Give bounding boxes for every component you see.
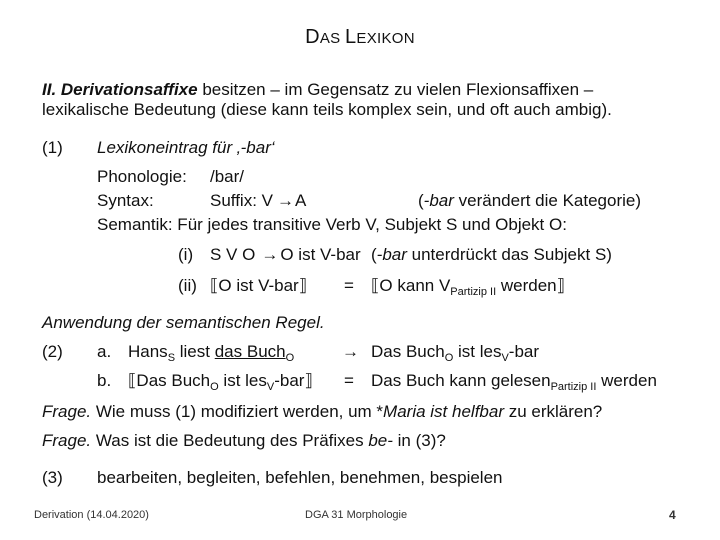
example-3-text: bearbeiten, begleiten, befehlen, benehmen, bespielen — [97, 468, 503, 487]
intro-lead: II. Derivationsaffixe — [42, 80, 198, 99]
question-1: Frage. Wie muss (1) modifiziert werden, um *Maria ist helfbar zu erklären? — [42, 402, 603, 421]
page-title: DAS LEXIKON — [305, 26, 415, 48]
rule-ii-equals: = — [344, 276, 354, 295]
arrow-right-icon: → — [261, 245, 279, 264]
example-2a-label: a. — [97, 342, 112, 361]
arrow-right-icon: → — [342, 342, 359, 361]
example-1-number: (1) — [42, 138, 63, 157]
phonology-label: Phonologie: — [97, 167, 187, 186]
footer-left: Derivation (14.04.2020) — [34, 509, 149, 521]
phonology-value: /bar/ — [210, 167, 245, 186]
footer-center: DGA 31 Morphologie — [305, 509, 408, 521]
syntax-value: Suffix: V →A — [210, 191, 307, 210]
rule-i-left: S V O → O ist V-bar — [210, 245, 361, 264]
arrow-right-icon: → — [277, 191, 294, 210]
page-number: 4 — [669, 508, 676, 522]
example-2b-right: Das Buch kann gelesen$_{Partizip II}$ werden — [371, 371, 657, 393]
rule-ii-right: ⟦O kann $V_{Partizip II}$ werden⟧ — [371, 276, 566, 298]
syntax-label: Syntax: — [97, 191, 154, 210]
example-2a-left: Hans$_S$ liest das Buch$_O$ — [128, 342, 295, 364]
rule-ii-label: (ii) — [178, 276, 197, 295]
example-2b-equals: = — [344, 371, 354, 390]
example-1-heading: Lexikoneintrag für ‚-bar‘ — [97, 138, 275, 157]
rule-i-note: (-bar unterdrückt das Subjekt S) — [371, 245, 612, 264]
rule-ii-left: ⟦O ist V-bar⟧ — [210, 276, 308, 295]
intro-line-2: lexikalische Bedeutung (diese kann teils komplex sein, und oft auch ambig). — [42, 100, 612, 119]
question-2: Frage. Was ist die Bedeutung des Präfixes be- in (3)? — [42, 431, 446, 450]
example-3-number: (3) — [42, 468, 63, 487]
syntax-note: (-bar verändert die Kategorie) — [418, 191, 642, 210]
example-2-number: (2) — [42, 342, 63, 361]
example-2b-left: ⟦Das Buch$_O$ ist les$_V$-bar⟧ — [128, 371, 313, 393]
semantics-line: Semantik: Für jedes transitive Verb V, Subjekt S und Objekt O: — [97, 215, 567, 234]
rule-i-label: (i) — [178, 245, 194, 264]
intro-line-1: II. Derivationsaffixe besitzen – im Gegensatz zu vielen Flexionsaffixen – — [42, 80, 594, 99]
example-2b-label: b. — [97, 371, 112, 390]
example-2a-right: Das Buch$_O$ ist les$_V$-bar — [371, 342, 540, 364]
application-heading: Anwendung der semantischen Regel. — [42, 313, 325, 332]
